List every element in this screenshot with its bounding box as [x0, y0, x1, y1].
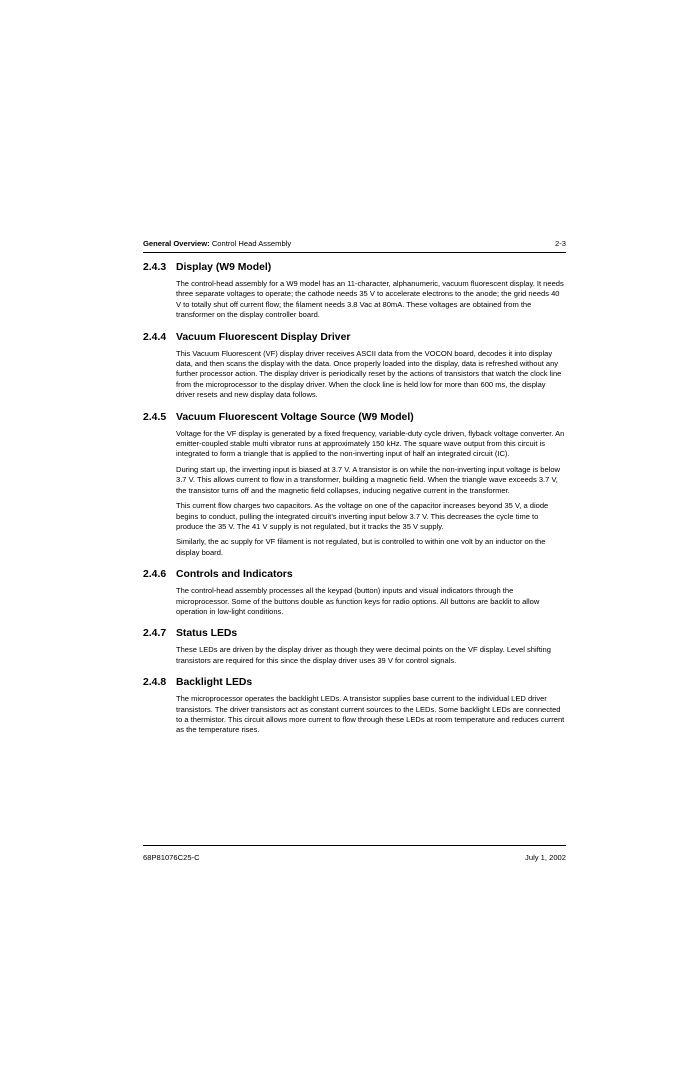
running-header: [143, 237, 566, 253]
section-2-4-4: [143, 331, 566, 401]
body-paragraph: This Vacuum Fluorescent (VF) display driver receives ASCII data from the VOCON board, decodes it into display data, and then scans the display with the data. Once properly loaded into the display, data is refreshed without any further processor action. The display driver is periodically reset by the actions of transistors that watch the clock line from the microprocessor to the display driver. When the clock line is held low for more than 600 ms, the display driver resets and new display data follows.: [176, 348, 562, 400]
section-title: Backlight LEDs: [176, 677, 253, 689]
section-2-4-8: [143, 676, 566, 736]
section-2-4-5: [143, 411, 566, 558]
section-title: Display (W9 Model): [176, 262, 272, 273]
body-paragraph: This current flow charges two capacitors. As the voltage on one of the capacitor increases beyond 35 V, a diode begins to conduct, pulling the integrated circuit’s inverting input below 3.7 V. This decreases the cycle time to produce the 35 V. The 41 V supply is not regulated, but it tracks the 35 V supply.: [176, 501, 549, 531]
section-number: 2.4.3: [143, 262, 167, 273]
footer-document-number: 68P81076C25-C: [143, 853, 200, 862]
body-paragraph: The microprocessor operates the backlight LEDs. A transistor supplies base current to the individual LED driver transistors. The driver transistors act as constant current sources to the LEDs. Some backlight LEDs are connected to a thermistor. This circuit allows more current to flow through these LEDs at room temperature and reduces current as the temperature rises.: [176, 694, 565, 735]
section-heading: [143, 568, 566, 582]
section-number: 2.4.8: [143, 677, 167, 689]
body-paragraph: The control-head assembly processes all the keypad (button) inputs and visual indicators through the microprocessor. Some of the buttons double as function keys for radio options. All buttons are backlit to allow operation in low-light conditions.: [176, 586, 540, 616]
section-2-4-3: [143, 261, 566, 321]
section-2-4-6: [143, 568, 566, 617]
section-title: Vacuum Fluorescent Voltage Source (W9 Model): [176, 411, 414, 423]
header-section-label: Control Head Assembly: [209, 239, 292, 248]
body-paragraph: These LEDs are driven by the display driver as though they were decimal points on the VF display. Level shifting transistors are required for this since the display driver uses 39 V for control signals.: [176, 645, 551, 665]
header-chapter-label: General Overview:: [143, 239, 210, 248]
section-title: Status LEDs: [176, 628, 238, 640]
body-paragraph: Voltage for the VF display is generated by a fixed frequency, variable-duty cycle driven, flyback voltage converter. An emitter-coupled stable multi vibrator runs at approximately 150 kHz. The square wave output from this circuit is integrated to form a triangle that is applied to the non-inverting input of half an integrated circuit (IC).: [176, 428, 565, 459]
section-heading: [143, 676, 566, 690]
section-title: Vacuum Fluorescent Display Driver: [176, 331, 351, 343]
section-heading: [143, 331, 566, 345]
section-title: Controls and Indicators: [176, 569, 293, 581]
body-paragraph: The control-head assembly for a W9 model has an 11-character, alphanumeric, vacuum fluorescent display. It needs three separate voltages to operate; the cathode needs 35 V to accelerate electrons to the anode; the grid needs 40 V to totally shut off current flow; the filament needs 3.8 Vac at 80mA. These voltages are obtained from the transformer on the display controller board.: [176, 279, 564, 320]
page-body: [143, 261, 566, 746]
section-number: 2.4.7: [143, 628, 167, 640]
body-paragraph: During start up, the inverting input is biased at 3.7 V. A transistor is on while the non-inverting input voltage is below 3.7 V. This allows current to flow in a transformer, building a magnetic field. When the triangle wave exceeds 3.7 V, the transistor turns off and the magnetic field collapses, inducing negative current in the transformer.: [176, 464, 560, 495]
section-heading: [143, 627, 566, 641]
header-section-title: [143, 238, 291, 249]
body-paragraph: Similarly, the ac supply for VF filament is not regulated, but is controlled to within one volt by an inductor on the display board.: [176, 537, 546, 557]
footer-date: July 1, 2002: [525, 853, 566, 862]
section-number: 2.4.6: [143, 569, 167, 581]
section-number: 2.4.4: [143, 331, 167, 343]
section-number: 2.4.5: [143, 411, 167, 423]
section-heading: [143, 411, 566, 425]
header-page-number: 2-3: [555, 239, 566, 248]
section-2-4-7: [143, 627, 566, 666]
section-heading: [143, 261, 566, 275]
running-footer: [143, 845, 566, 862]
